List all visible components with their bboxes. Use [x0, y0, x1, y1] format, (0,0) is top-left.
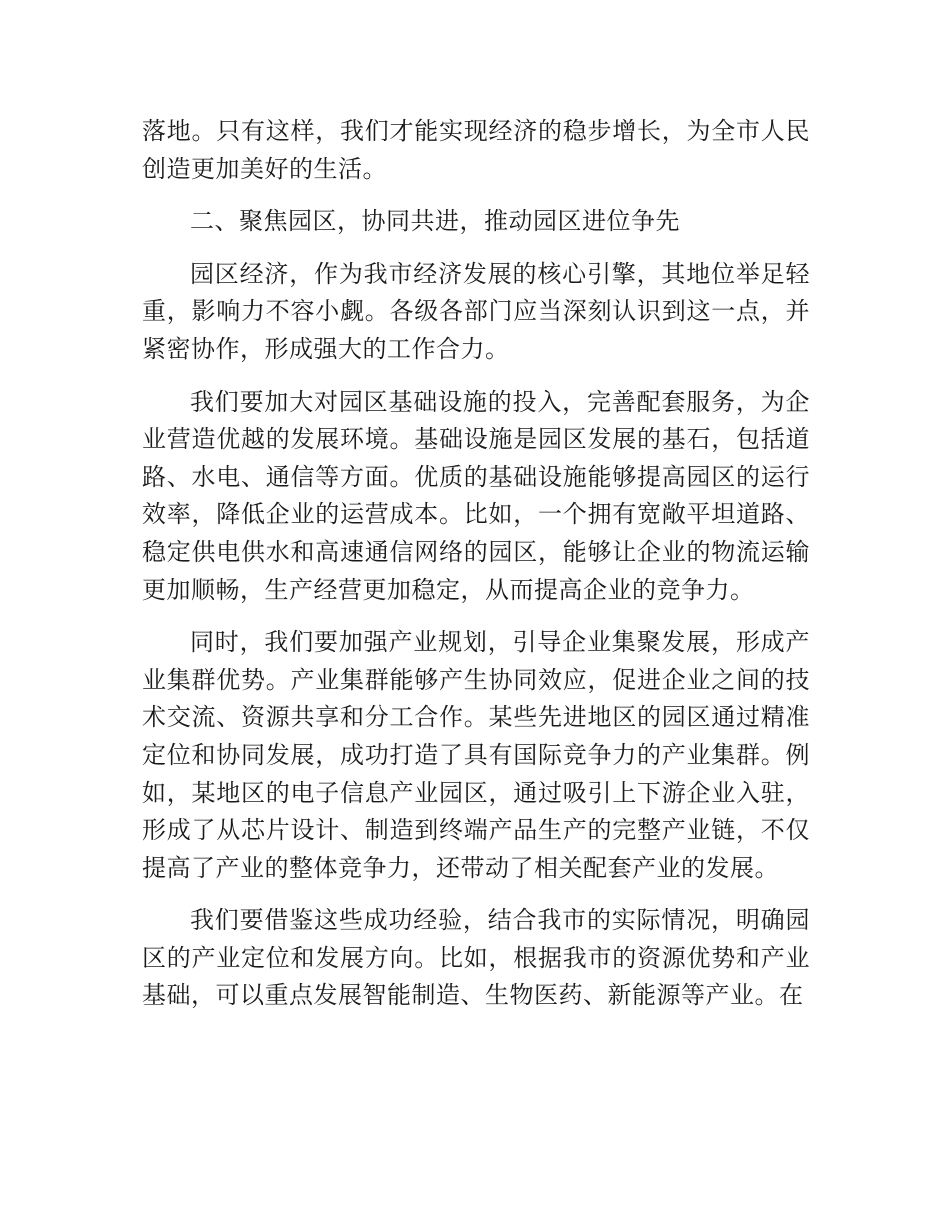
paragraph-infrastructure: 我们要加大对园区基础设施的投入，完善配套服务，为企业营造优越的发展环境。基础设施是园区发展的基石，包括道路、水电、通信等方面。优质的基础设施能够提高园区的运行效率，降低企业的运营成本。比如，一个拥有宽敞平坦道路、稳定供电供水和高速通信网络的园区，能够让企业的物流运输更加顺畅，生产经营更加稳定，从而提高企业的竞争力。 [142, 387, 810, 604]
paragraph-park-economy: 园区经济，作为我市经济发展的核心引擎，其地位举足轻重，影响力不容小觑。各级各部门应当深刻认识到这一点，并紧密协作，形成强大的工作合力。 [142, 259, 810, 363]
paragraph-industry-cluster: 同时，我们要加强产业规划，引导企业集聚发展，形成产业集群优势。产业集群能够产生协同效应，促进企业之间的技术交流、资源共享和分工合作。某些先进地区的园区通过精准定位和协同发展，成功打造了具有国际竞争力的产业集群。例如，某地区的电子信息产业园区，通过吸引上下游企业入驻，形成了从芯片设计、制造到终端产品生产的完整产业链，不仅提高了产业的整体竞争力，还带动了相关配套产业的发展。 [142, 628, 810, 882]
paragraph-continuation: 落地。只有这样，我们才能实现经济的稳步增长，为全市人民创造更加美好的生活。 [142, 117, 810, 183]
document-body [142, 113, 810, 1030]
paragraph-experience: 我们要借鉴这些成功经验，结合我市的实际情况，明确园区的产业定位和发展方向。比如，根据我市的资源优势和产业基础，可以重点发展智能制造、生物医药、新能源等产业。在 [142, 906, 810, 1010]
section-heading: 二、聚焦园区，协同共进，推动园区进位争先 [190, 207, 680, 236]
